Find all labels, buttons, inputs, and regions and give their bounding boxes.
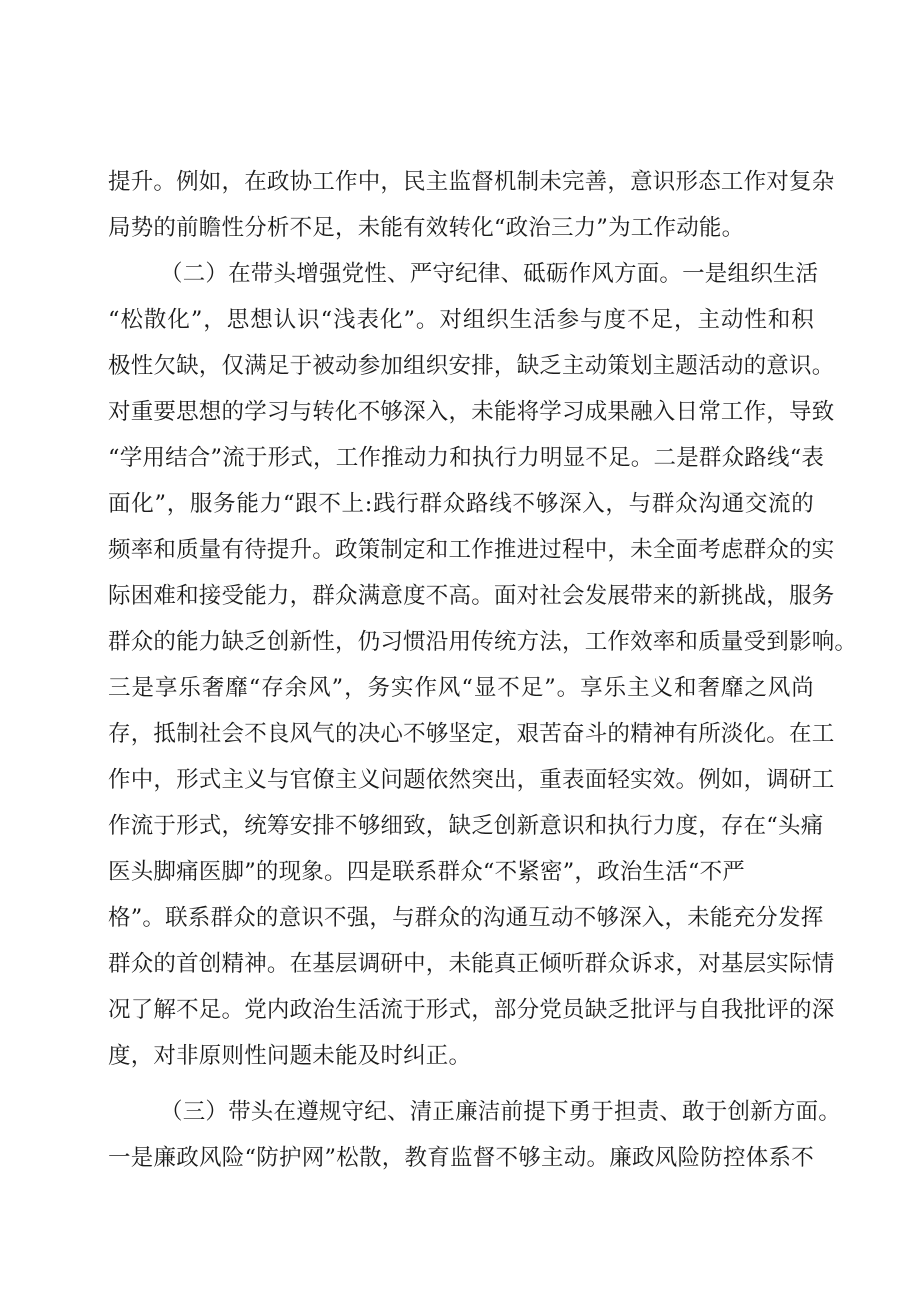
text-line: 局势的前瞻性分析不足，未能有效转化“政治三力”为工作动能。: [108, 215, 745, 241]
text-line: 群众的能力缺乏创新性，仍习惯沿用传统方法，工作效率和质量受到影响。: [108, 629, 858, 655]
text-line: “松散化”，思想认识“浅表化”。对组织生活参与度不足，主动性和积: [108, 307, 814, 333]
text-line: 格”。联系群众的意识不强，与群众的沟通互动不够深入，未能充分发挥: [108, 905, 824, 931]
text-line: 际困难和接受能力，群众满意度不高。面对社会发展带来的新挑战，服务: [108, 583, 835, 609]
text-line: “学用结合”流于形式，工作推动力和执行力明显不足。二是群众路线“表: [108, 445, 825, 471]
text-line: 三是享乐奢靡“存余风”，务实作风“显不足”。享乐主义和奢靡之风尚: [108, 675, 814, 701]
text-line: 度，对非原则性问题未能及时纠正。: [108, 1043, 472, 1069]
section-heading-2: （二）在带头增强党性、严守纪律、砥砺作风方面。一是组织生活: [160, 261, 819, 287]
text-line: 医头脚痛医脚”的现象。四是联系群众“不紧密”，政治生活“不严: [108, 859, 746, 885]
text-line: 况了解不足。党内政治生活流于形式，部分党员缺乏批评与自我批评的深: [108, 997, 835, 1023]
text-line: 群众的首创精神。在基层调研中，未能真正倾听群众诉求，对基层实际情: [108, 951, 835, 977]
text-line: 极性欠缺，仅满足于被动参加组织安排，缺乏主动策划主题活动的意识。: [108, 353, 835, 379]
text-line: 作流于形式，统筹安排不够细致，缺乏创新意识和执行力度，存在“头痛: [108, 813, 824, 839]
text-line: 存，抵制社会不良风气的决心不够坚定，艰苦奋斗的精神有所淡化。在工: [108, 721, 835, 747]
text-line: 一是廉政风险“防护网”松散，教育监督不够主动。廉政风险防控体系不: [108, 1145, 814, 1171]
text-line: 作中，形式主义与官僚主义问题依然突出，重表面轻实效。例如，调研工: [108, 767, 835, 793]
text-line: 提升。例如，在政协工作中，民主监督机制未完善，意识形态工作对复杂: [108, 169, 835, 195]
text-line: 对重要思想的学习与转化不够深入，未能将学习成果融入日常工作，导致: [108, 399, 835, 425]
text-line: 频率和质量有待提升。政策制定和工作推进过程中，未全面考虑群众的实: [108, 537, 835, 563]
text-line: 面化”，服务能力“跟不上:践行群众路线不够深入，与群众沟通交流的: [108, 491, 814, 517]
section-heading-3: （三）带头在遵规守纪、清正廉洁前提下勇于担责、敢于创新方面。: [160, 1099, 842, 1125]
